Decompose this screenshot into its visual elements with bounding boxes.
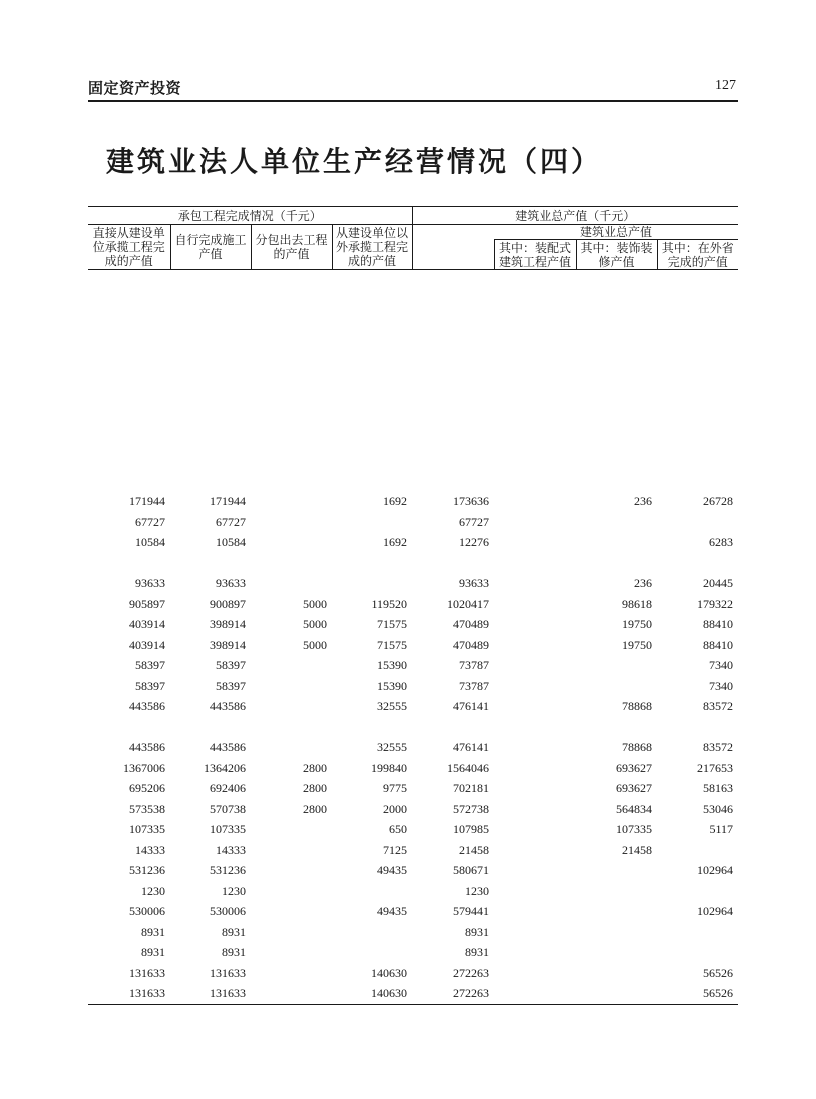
table-row [88,676,738,697]
table-cell: 443586 [210,740,246,754]
col-header-subcontract: 分包出去工程的产值 [251,225,332,270]
blank-area [88,270,738,492]
table-cell: 107335 [129,822,165,836]
table-row [88,922,738,943]
table-cell: 19750 [622,637,653,652]
table-cell [576,901,657,922]
table-cell: 10584 [216,535,246,549]
table-cell [576,676,657,697]
table-cell [494,635,576,656]
table-row [88,635,738,656]
table-cell: 2800 [303,760,327,775]
table-cell: 1230 [465,883,490,898]
table-cell [576,922,657,943]
table-cell: 1692 [383,494,408,508]
table-cell: 5000 [303,617,327,631]
table-cell: 15390 [377,678,408,693]
table-cell [170,553,251,574]
table-cell [494,696,576,717]
table-cell: 2800 [303,801,327,816]
table-cell: 119520 [371,596,408,611]
table-cell: 58397 [135,678,165,693]
table-cell: 650 [389,822,408,836]
table-cell: 56526 [657,983,738,1004]
table-cell: 8931 [222,945,246,959]
table-cell [88,717,170,738]
table-cell: 107335 [616,822,653,836]
table-cell: 531236 [210,863,246,877]
table-cell [332,717,412,738]
table-cell: 579441 [453,904,490,918]
table-cell: 580671 [453,863,490,877]
table-cell [332,922,412,943]
table-cell [657,881,738,902]
data-table [88,206,738,1005]
table-cell [494,963,576,984]
table-cell [657,840,738,861]
table-row [88,758,738,779]
table-cell: 14333 [135,842,165,857]
table-cell: 173636 [453,494,490,508]
table-cell: 443586 [129,699,165,713]
table-cell [251,696,332,717]
table-cell: 140630 [332,983,412,1004]
table-cell: 199840 [371,760,408,775]
table-cell: 83572 [703,699,734,713]
table-cell: 1364206 [204,760,246,775]
table-cell: 8931 [465,945,490,959]
table-cell [576,942,657,963]
table-row [88,881,738,902]
table-cell: 236 [634,576,653,590]
table-cell: 49435 [377,904,408,918]
table-cell: 49435 [377,863,408,877]
table-cell: 98618 [622,596,653,611]
table-cell [251,532,332,553]
table-cell [251,512,332,533]
table-cell: 8931 [141,945,165,959]
table-cell: 56526 [703,965,734,980]
table-cell: 53046 [703,801,734,816]
table-cell: 71575 [377,637,408,652]
table-cell [494,553,576,574]
table-cell: 570738 [210,801,246,816]
table-cell [251,676,332,697]
table-row [88,614,738,635]
table-cell [494,655,576,676]
table-cell [251,901,332,922]
table-cell [576,963,657,984]
col-header-total: 建筑业总产值 [494,225,738,240]
table-cell [576,655,657,676]
col-header-prefab: 其中：装配式建筑工程产值 [494,240,576,270]
table-cell: 107985 [453,822,490,836]
table-cell [494,922,576,943]
table-cell: 67727 [135,514,165,529]
table-cell: 67727 [216,514,246,529]
table-row [88,491,738,512]
table-cell: 403914 [129,637,165,652]
table-cell [576,860,657,881]
table-cell: 8931 [465,924,490,939]
col-header-outside: 其中：在外省完成的产值 [657,240,738,270]
group-header-output: 建筑业总产值（千元） [412,207,738,225]
table-row [88,696,738,717]
table-cell: 88410 [703,617,734,631]
table-cell: 131633 [129,965,165,980]
table-cell [494,717,576,738]
table-cell: 21458 [622,842,653,857]
table-cell [412,717,494,738]
table-row [88,840,738,861]
table-cell [251,737,332,758]
table-cell: 236 [634,494,653,508]
table-cell: 73787 [459,658,490,672]
table-cell [494,983,576,1004]
table-cell: 21458 [459,842,490,857]
table-cell: 10584 [135,535,165,549]
table-cell: 7340 [709,678,734,693]
table-cell: 131633 [210,965,246,980]
table-cell [412,553,494,574]
table-cell: 5117 [709,822,734,836]
table-cell [170,717,251,738]
table-cell: 58397 [216,678,246,693]
table-row [88,594,738,615]
table-cell [657,922,738,943]
table-cell: 5000 [303,596,327,611]
table-cell [494,491,576,512]
table-cell: 26728 [703,494,734,508]
table-cell: 8931 [222,924,246,939]
table-cell: 78868 [622,699,653,713]
table-row [88,799,738,820]
table-cell: 58163 [703,781,734,795]
table-cell [576,881,657,902]
table-row [88,573,738,594]
table-cell [576,512,657,533]
table-cell: 171944 [210,494,246,508]
table-cell: 2800 [303,781,327,795]
table-cell [251,983,332,1004]
table-cell [251,840,332,861]
table-cell: 20445 [703,576,734,590]
table-cell: 905897 [129,596,165,611]
table-cell: 88410 [703,637,734,652]
table-cell: 102964 [697,863,734,877]
table-cell [494,512,576,533]
table-cell [576,553,657,574]
table-cell [494,881,576,902]
table-cell [251,655,332,676]
page-title: 建筑业法人单位生产经营情况（四） [106,145,603,178]
table-row [88,532,738,553]
running-header-section: 固定资产投资 [88,79,182,97]
table-cell: 693627 [616,781,653,795]
page-number: 127 [715,78,736,93]
table-cell [332,942,412,963]
table-cell: 171944 [129,494,165,508]
table-cell [332,512,412,533]
col-header-self: 自行完成施工产值 [170,225,251,270]
table-cell: 140630 [371,965,408,980]
table-cell: 6283 [709,535,734,549]
table-cell: 15390 [377,658,408,672]
table-cell: 530006 [129,904,165,918]
table-cell: 2000 [383,801,408,816]
table-cell: 702181 [453,781,490,795]
table-cell [251,860,332,881]
table-cell [494,573,576,594]
table-cell [494,860,576,881]
table-cell [494,840,576,861]
table-row [88,553,738,574]
table-cell: 398914 [210,637,246,652]
table-cell: 1020417 [447,596,490,611]
table-row [88,819,738,840]
table-cell: 900897 [210,596,246,611]
table-cell: 692406 [210,781,246,795]
table-cell [657,553,738,574]
table-cell [251,942,332,963]
table-row [88,942,738,963]
table-cell [576,532,657,553]
table-cell [251,881,332,902]
table-row [88,778,738,799]
table-cell: 58397 [216,658,246,672]
table-cell [657,512,738,533]
col-header-direct: 直接从建设单位承揽工程完成的产值 [88,225,170,270]
table-cell: 32555 [377,699,408,713]
col-header-decor: 其中：装饰装修产值 [576,240,657,270]
table-cell: 1564046 [447,760,490,775]
table-cell: 14333 [216,842,246,857]
table-cell [251,963,332,984]
table-cell [494,594,576,615]
col-header-total-blank [412,225,494,270]
table-cell: 131633 [170,983,251,1004]
table-cell [88,553,170,574]
table-cell: 272263 [412,983,494,1004]
table-cell: 695206 [129,781,165,795]
table-cell: 102964 [697,904,734,918]
table-row [88,737,738,758]
table-row [88,860,738,881]
table-header [88,207,738,270]
table-row [88,901,738,922]
table-cell: 443586 [129,740,165,754]
table-cell: 573538 [129,801,165,816]
table-row [88,512,738,533]
table-cell: 272263 [453,965,490,980]
table-cell [576,717,657,738]
table-cell: 7340 [709,658,734,672]
table-cell [494,614,576,635]
table-cell: 58397 [135,658,165,672]
table-cell: 572738 [453,801,490,816]
table-cell: 398914 [210,617,246,631]
table-cell [251,573,332,594]
table-cell: 73787 [459,678,490,693]
table-cell [576,983,657,1004]
table-cell [494,901,576,922]
table-cell: 8931 [141,924,165,939]
table-cell: 1367006 [123,760,165,775]
table-cell: 403914 [129,617,165,631]
table-cell [332,881,412,902]
table-row [88,963,738,984]
table-row [88,717,738,738]
group-header-contract: 承包工程完成情况（千元） [88,207,412,225]
table-cell [332,553,412,574]
table-cell: 12276 [459,535,490,549]
table-cell [494,799,576,820]
table-cell: 179322 [697,596,734,611]
table-cell: 476141 [453,740,490,754]
table-cell: 530006 [210,904,246,918]
table-cell [332,573,412,594]
table-cell [657,717,738,738]
table-cell: 93633 [216,576,246,590]
table-body [88,270,738,1005]
table-cell [251,491,332,512]
table-cell: 19750 [622,617,653,631]
table-cell: 217653 [697,760,734,775]
table-cell [251,819,332,840]
table-cell: 83572 [703,740,734,754]
table-cell: 476141 [453,699,490,713]
table-row [88,983,738,1004]
table-cell [251,922,332,943]
table-cell: 93633 [459,576,490,590]
table-cell [494,778,576,799]
table-cell [494,819,576,840]
table-cell [494,676,576,697]
table-cell [251,553,332,574]
table-cell [494,758,576,779]
table-cell: 470489 [453,617,490,631]
table-cell: 71575 [377,617,408,631]
table-cell [494,532,576,553]
table-cell [494,737,576,758]
table-cell: 7125 [383,842,408,857]
table-cell: 93633 [135,576,165,590]
table-cell: 131633 [88,983,170,1004]
table-cell: 67727 [459,514,490,529]
table-cell: 470489 [453,637,490,652]
header-rule [88,100,738,102]
table-cell: 107335 [210,822,246,836]
table-cell: 9775 [383,781,408,795]
table-cell: 1230 [222,883,246,898]
table-cell: 5000 [303,637,327,652]
table-cell: 693627 [616,760,653,775]
table-cell: 1230 [141,883,165,898]
table-cell [494,942,576,963]
table-cell [251,717,332,738]
col-header-other: 从建设单位以外承揽工程完成的产值 [332,225,412,270]
table-cell: 531236 [129,863,165,877]
table-cell [657,942,738,963]
table-cell: 32555 [377,740,408,754]
table-row [88,655,738,676]
table-cell: 1692 [383,535,408,549]
table-cell: 443586 [210,699,246,713]
table-cell: 564834 [616,801,653,816]
table-cell: 78868 [622,740,653,754]
